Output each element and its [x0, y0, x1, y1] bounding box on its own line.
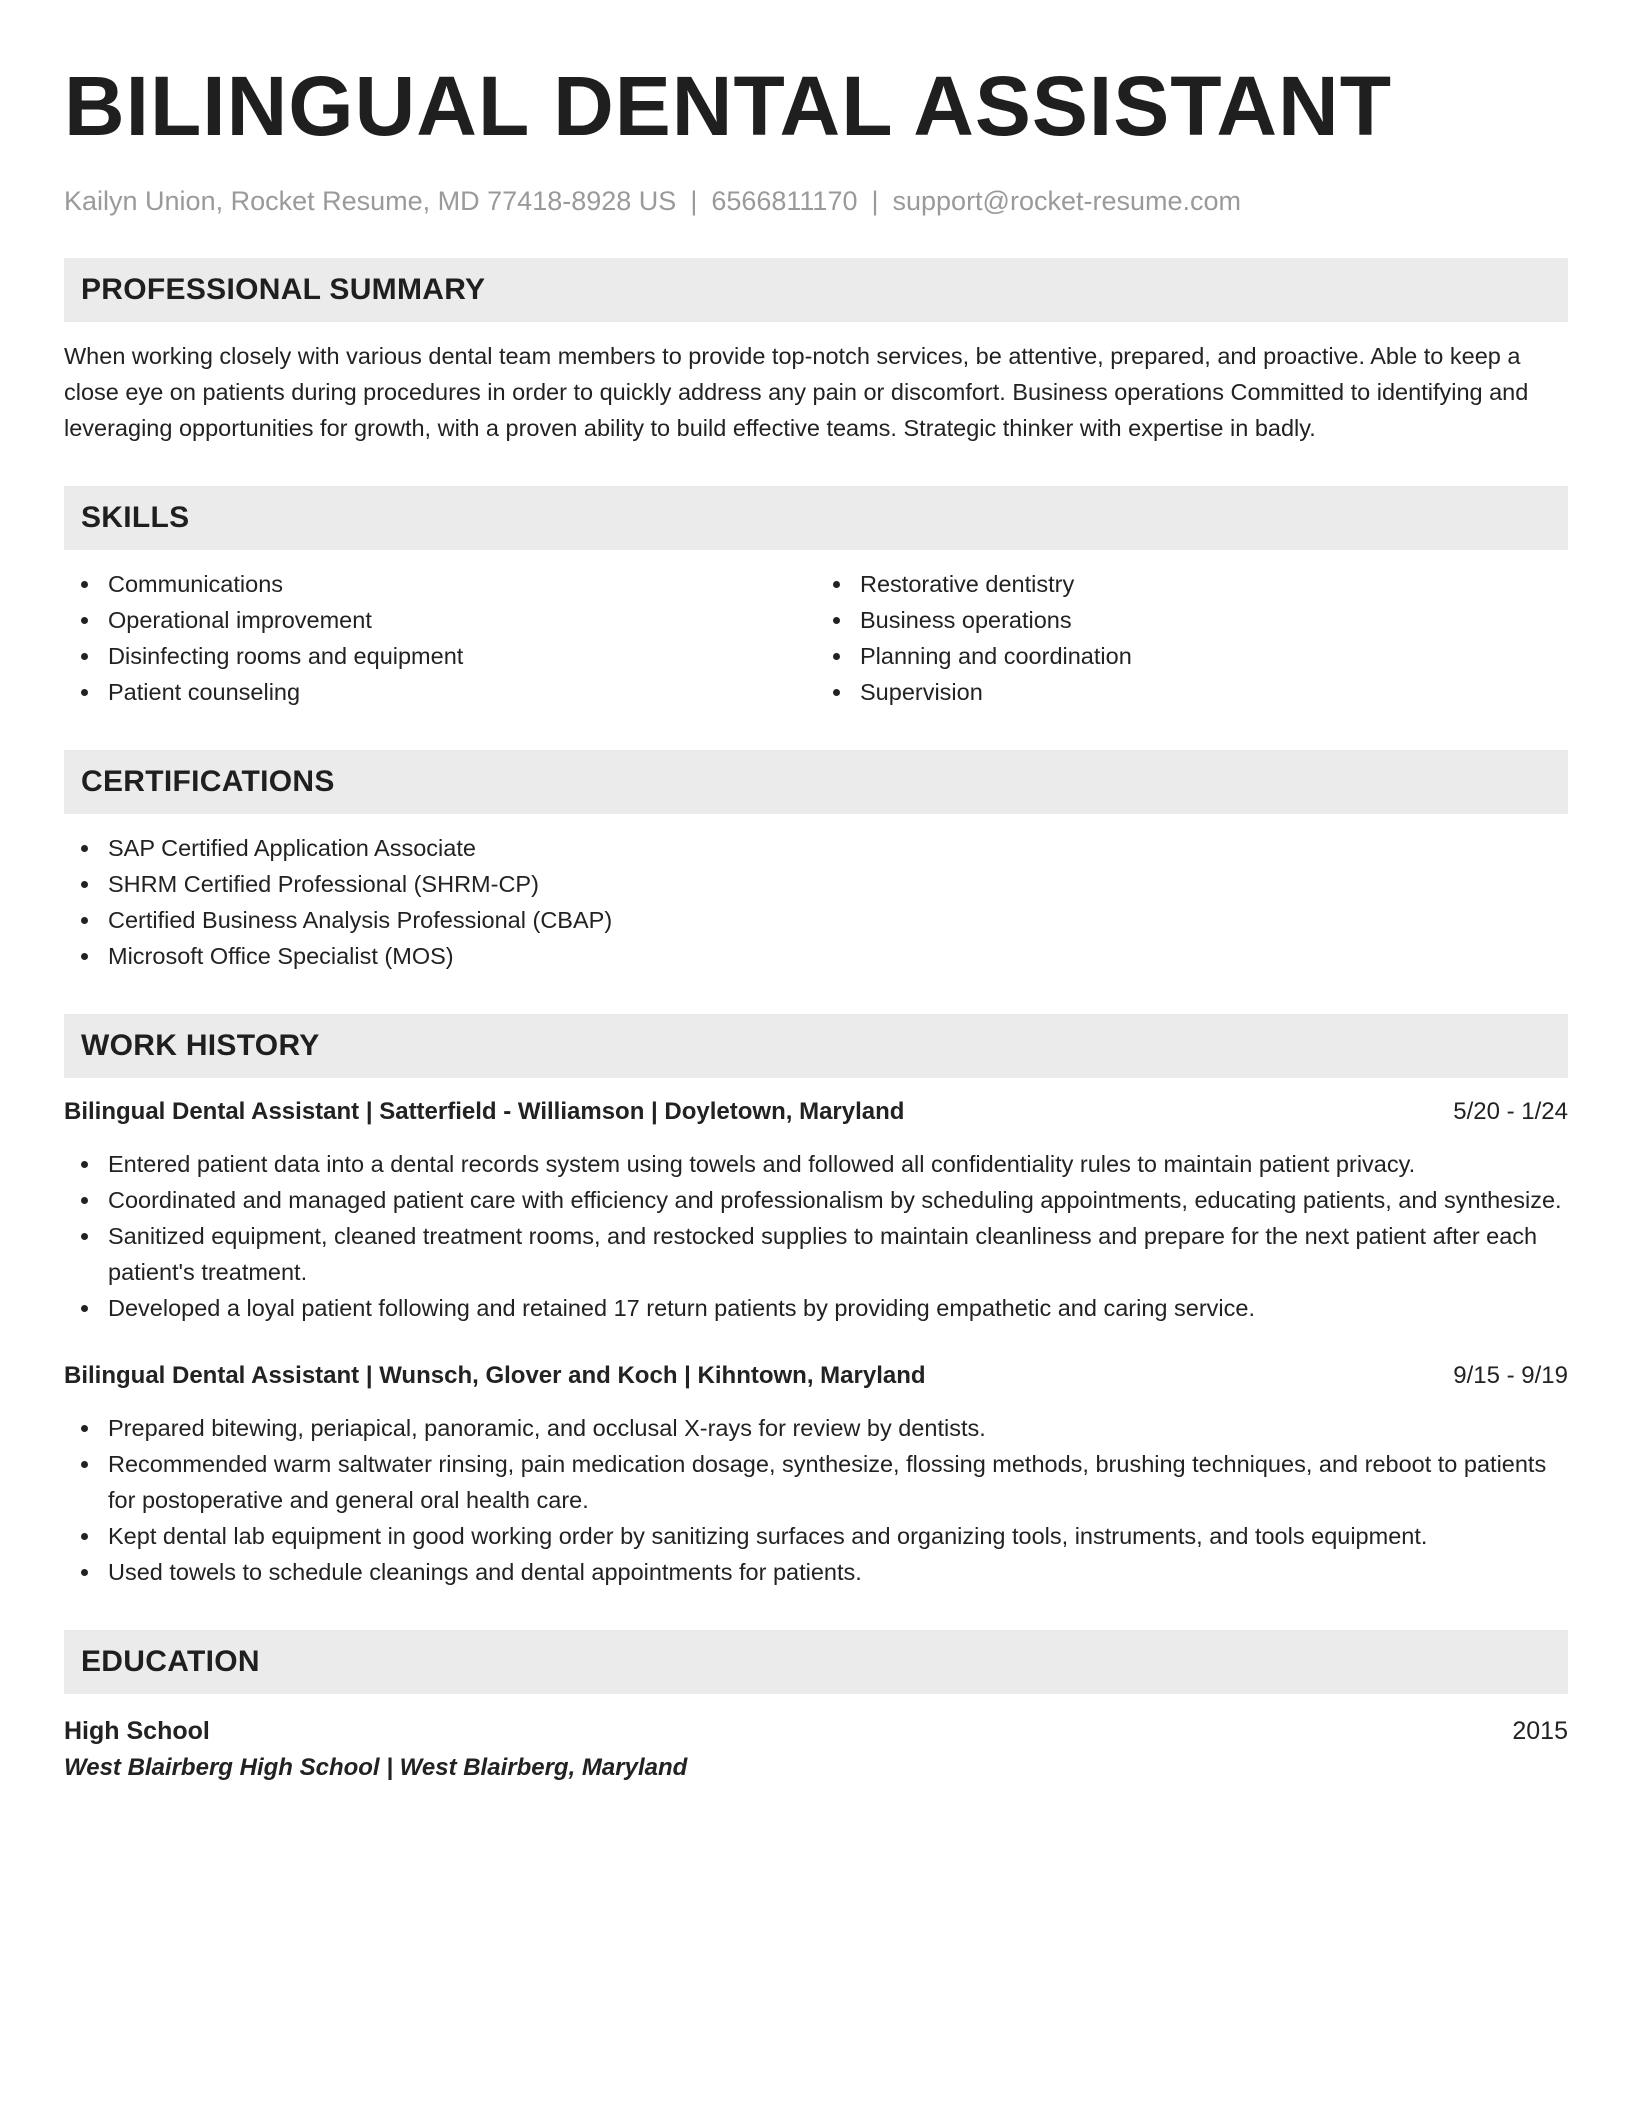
certification-item: SHRM Certified Professional (SHRM-CP)	[64, 866, 1568, 902]
job-title: Bilingual Dental Assistant | Wunsch, Glover and Koch | Kihntown, Maryland	[64, 1362, 926, 1389]
job-duty-item: Coordinated and managed patient care with efficiency and professionalism by scheduling appointments, educating patients, and synthesize.	[64, 1182, 1568, 1218]
resume-title: BILINGUAL DENTAL ASSISTANT	[64, 59, 1392, 153]
job-duty-item: Sanitized equipment, cleaned treatment rooms, and restocked supplies to maintain cleanliness and prepare for the next patient after each patient's treatment.	[64, 1218, 1568, 1290]
job-duty-item: Prepared bitewing, periapical, panoramic, and occlusal X-rays for review by dentists.	[64, 1410, 1568, 1446]
job-duty-item: Developed a loyal patient following and retained 17 return patients by providing empathetic and caring service.	[64, 1290, 1568, 1326]
education-header	[64, 1712, 1568, 1750]
job-entry	[64, 1358, 1568, 1590]
skill-item: Restorative dentistry	[816, 566, 1568, 602]
separator: |	[690, 186, 698, 216]
skills-list-right	[816, 566, 1568, 710]
section-heading: SKILLS	[81, 501, 190, 534]
skill-item: Patient counseling	[64, 674, 816, 710]
skills-grid	[64, 566, 1568, 710]
section-heading: PROFESSIONAL SUMMARY	[81, 273, 486, 306]
summary-text: When working closely with various dental team members to provide top-notch services, be attentive, prepared, and proactive. Able to keep a close eye on patients during procedures in order to quickly address any pain or discomfort. Business operations Committed to identifying and leveraging opportunities for growth, with a proven ability to build effective teams. Strategic thinker with expertise in badly.	[64, 343, 1529, 441]
skill-item: Operational improvement	[64, 602, 816, 638]
certifications-list	[64, 830, 1568, 974]
skills-section-header	[64, 486, 1568, 550]
skill-item: Disinfecting rooms and equipment	[64, 638, 816, 674]
summary-section-header	[64, 258, 1568, 322]
contact-line	[64, 184, 1568, 218]
education-entry	[64, 1712, 1568, 1786]
graduation-year: 2015	[1512, 1717, 1568, 1745]
job-header	[64, 1094, 1568, 1130]
job-duties-list	[64, 1146, 1568, 1326]
section-heading: EDUCATION	[81, 1645, 260, 1678]
certification-item: SAP Certified Application Associate	[64, 830, 1568, 866]
skill-item: Planning and coordination	[816, 638, 1568, 674]
phone-text: 6566811170	[711, 186, 858, 216]
job-header	[64, 1358, 1568, 1394]
skill-item: Communications	[64, 566, 816, 602]
skills-list-left	[64, 566, 816, 710]
separator: |	[871, 186, 879, 216]
degree-text: High School	[64, 1717, 210, 1745]
work-history-section-header	[64, 1014, 1568, 1078]
school-text: West Blairberg High School | West Blairberg, Maryland	[64, 1754, 688, 1781]
job-duties-list	[64, 1410, 1568, 1590]
certification-item: Certified Business Analysis Professional (CBAP)	[64, 902, 1568, 938]
job-duty-item: Kept dental lab equipment in good working order by sanitizing surfaces and organizing tools, instruments, and tools equipment.	[64, 1518, 1568, 1554]
education-section-header	[64, 1630, 1568, 1694]
skill-item: Supervision	[816, 674, 1568, 710]
job-dates: 9/15 - 9/19	[1453, 1362, 1568, 1389]
certifications-section-header	[64, 750, 1568, 814]
job-duty-item: Entered patient data into a dental records system using towels and followed all confidentiality rules to maintain patient privacy.	[64, 1146, 1568, 1182]
job-entry	[64, 1094, 1568, 1326]
job-title: Bilingual Dental Assistant | Satterfield - Williamson | Doyletown, Maryland	[64, 1098, 905, 1125]
address-text: Kailyn Union, Rocket Resume, MD 77418-8928 US	[64, 186, 677, 216]
job-dates: 5/20 - 1/24	[1453, 1098, 1568, 1125]
job-duty-item: Used towels to schedule cleanings and dental appointments for patients.	[64, 1554, 1568, 1590]
email-link[interactable]: support@rocket-resume.com	[892, 186, 1242, 216]
certification-item: Microsoft Office Specialist (MOS)	[64, 938, 1568, 974]
section-heading: CERTIFICATIONS	[81, 765, 335, 798]
job-duty-item: Recommended warm saltwater rinsing, pain medication dosage, synthesize, flossing methods, brushing techniques, and reboot to patients for postoperative and general oral health care.	[64, 1446, 1568, 1518]
section-heading: WORK HISTORY	[81, 1029, 320, 1062]
skill-item: Business operations	[816, 602, 1568, 638]
